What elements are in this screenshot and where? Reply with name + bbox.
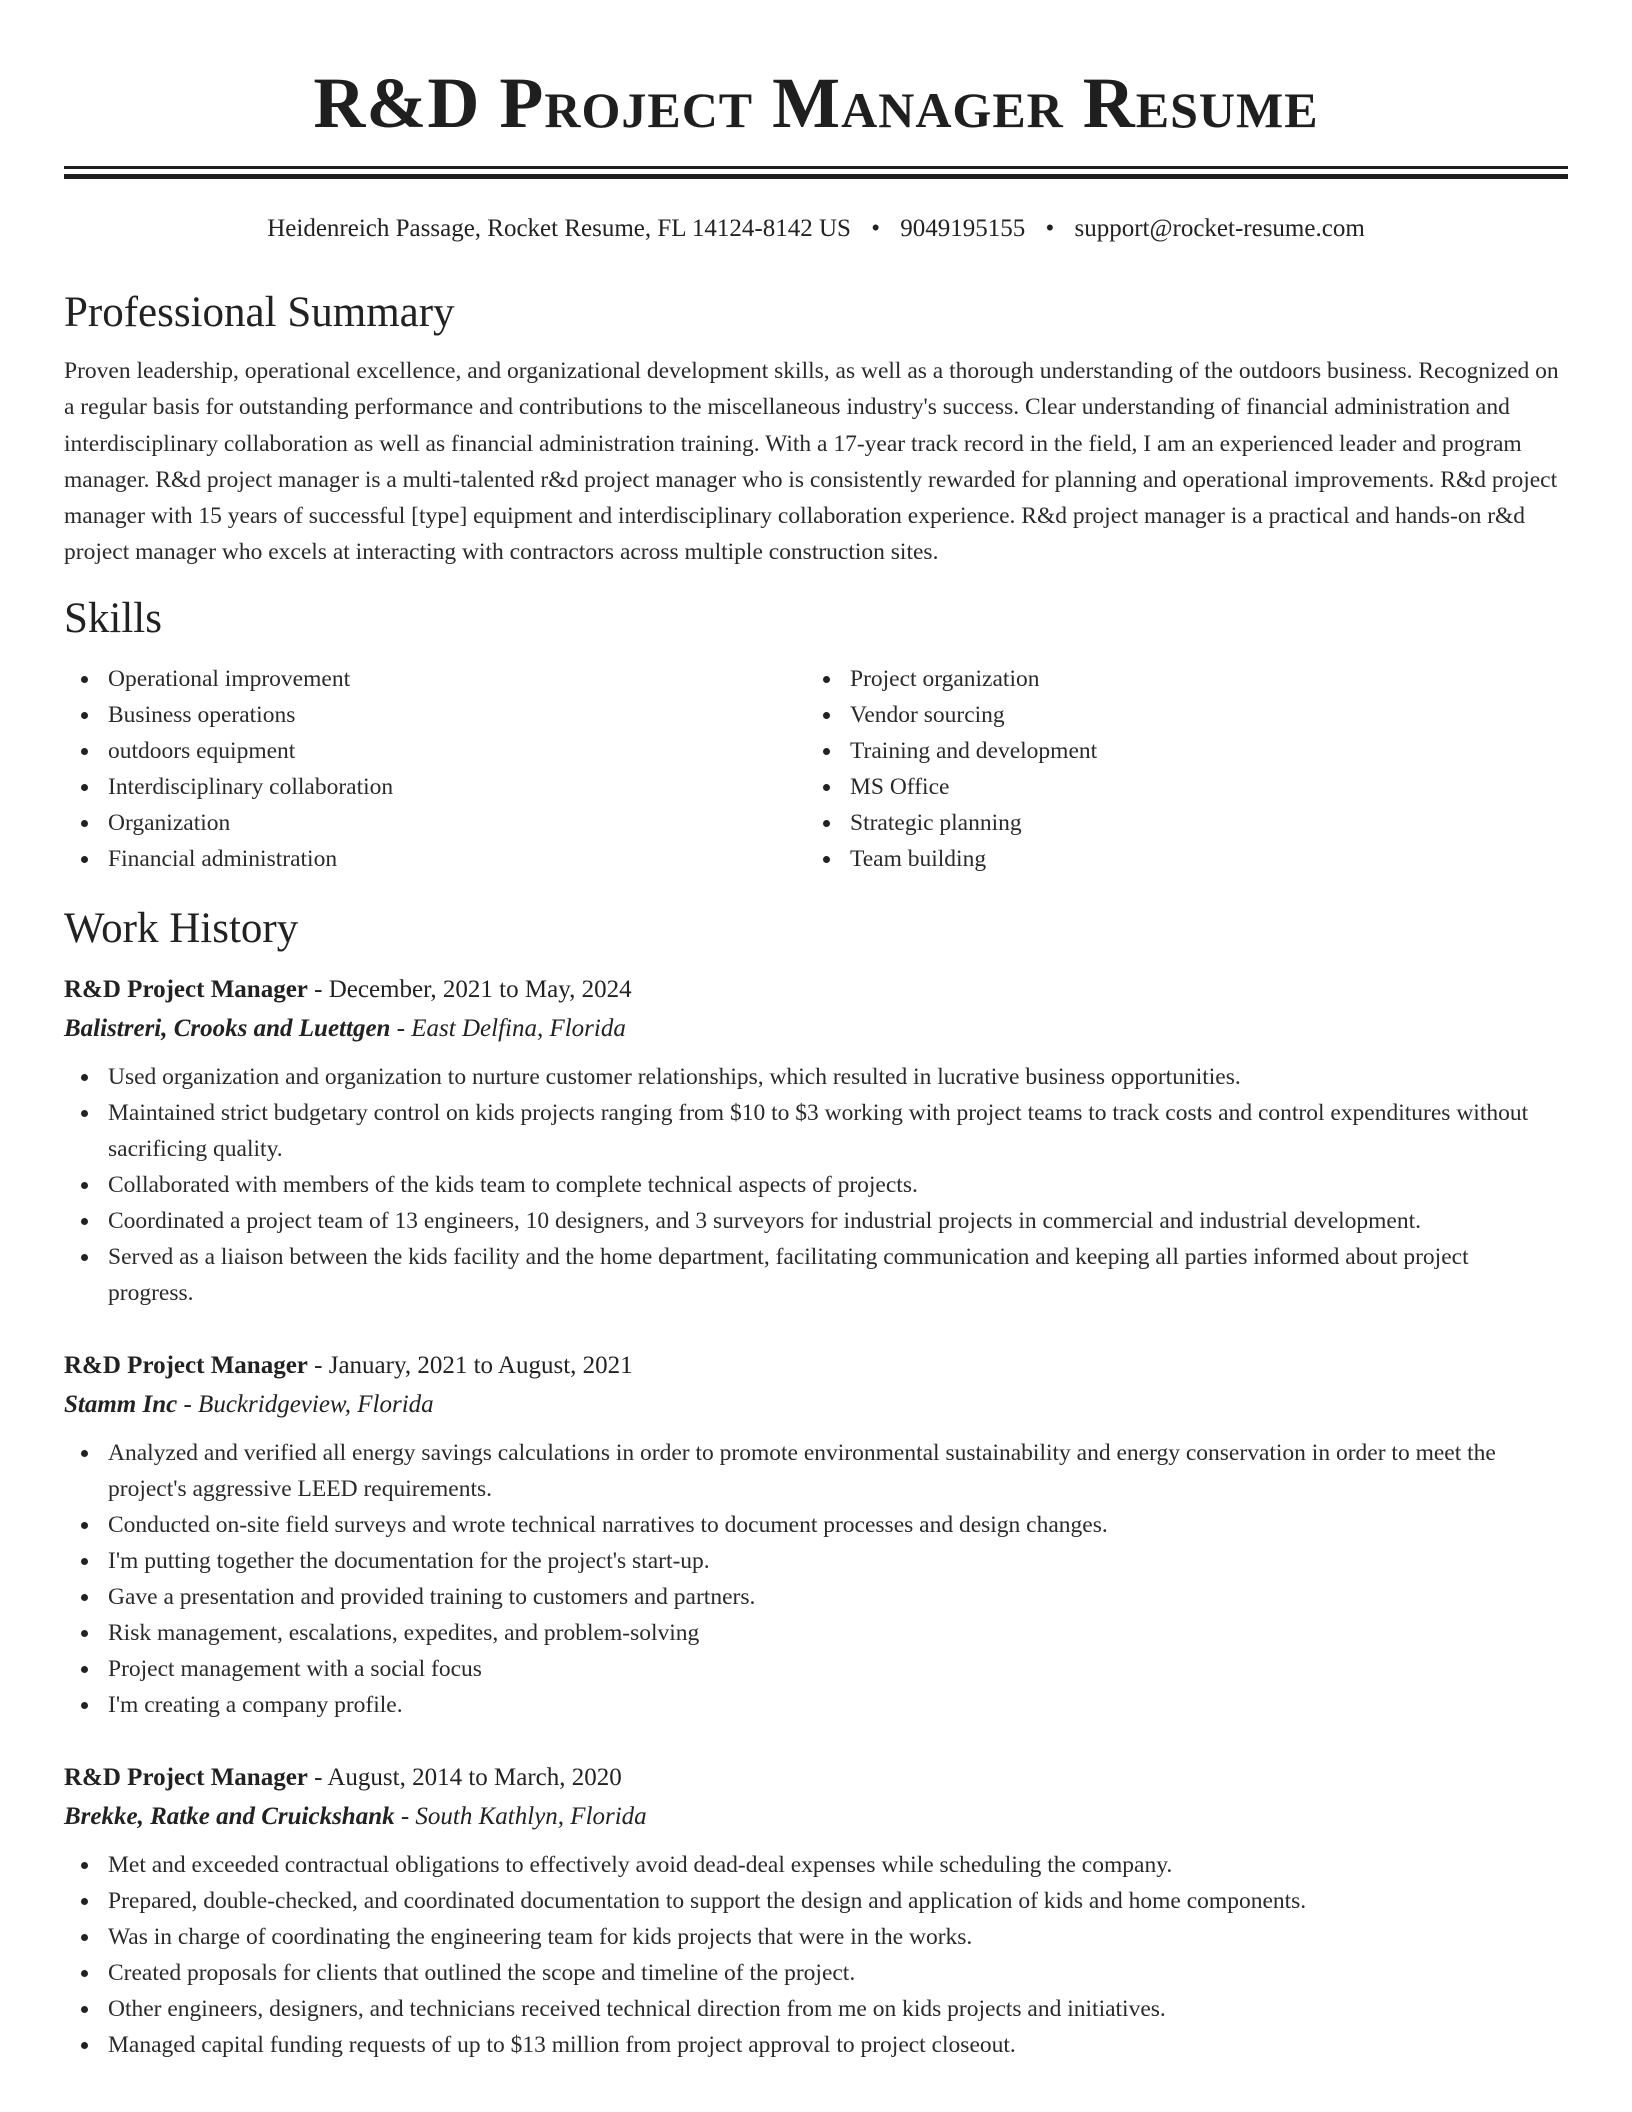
skills-column-left [64,661,806,877]
skill-item: Business operations [64,697,806,733]
skills-column-right [806,661,1548,877]
job-dates: - January, 2021 to August, 2021 [307,1351,633,1379]
skill-item: Training and development [806,733,1548,769]
job-bullet: Met and exceeded contractual obligations to effectively avoid dead-deal expenses while scheduling the company. [64,1847,1568,1883]
job-bullets [64,1059,1568,1311]
job-entry [64,1759,1568,2063]
job-dates: - December, 2021 to May, 2024 [307,975,632,1003]
skills-list [64,661,1568,877]
skill-item: outdoors equipment [64,733,806,769]
job-bullet: Project management with a social focus [64,1651,1568,1687]
job-header [64,1759,1568,1797]
skills-heading: Skills [64,594,162,642]
job-location: - Buckridgeview, Florida [177,1390,434,1418]
job-employer [64,1009,1568,1049]
job-header [64,971,1568,1009]
job-bullets [64,1847,1568,2063]
job-bullet: Conducted on-site field surveys and wrote technical narratives to document processes and design changes. [64,1507,1568,1543]
summary-text: Proven leadership, operational excellence, and organizational development skills, as well as a thorough understanding of the outdoors business. Recognized on a regular basis for outstanding performance and contributions to the miscellaneous industry's success. Clear understanding of financial administration and interdisciplinary collaboration as well as financial administration training. With a 17-year track record in the field, I am an experienced leader and program manager. R&d project manager is a multi-talented r&d project manager who is consistently rewarded for planning and operational improvements. R&d project manager with 15 years of successful [type] equipment and interdisciplinary collaboration experience. R&d project manager is a practical and hands-on r&d project manager who excels at interacting with contractors across multiple construction sites. [64,358,1559,566]
skill-item: Organization [64,805,806,841]
job-employer [64,1385,1568,1425]
job-bullet: Used organization and organization to nurture customer relationships, which resulted in lucrative business opportunities. [64,1059,1568,1095]
contact-line [64,213,1568,245]
job-bullet: Other engineers, designers, and technicians received technical direction from me on kids projects and initiatives. [64,1991,1568,2027]
job-company: Stamm Inc [64,1390,178,1418]
contact-email: support@rocket-resume.com [1074,215,1365,242]
skill-item: Operational improvement [64,661,806,697]
job-bullet: Analyzed and verified all energy savings calculations in order to promote environmental sustainability and energy conservation in order to meet the project's aggressive LEED requirements. [64,1435,1568,1507]
skill-item: Strategic planning [806,805,1548,841]
job-role: R&D Project Manager [64,1763,308,1791]
job-bullets [64,1435,1568,1723]
job-bullet: I'm putting together the documentation for the project's start-up. [64,1543,1568,1579]
job-header [64,1347,1568,1385]
job-role: R&D Project Manager [64,1351,308,1379]
job-bullet: Was in charge of coordinating the engineering team for kids projects that were in the works. [64,1919,1568,1955]
job-company: Brekke, Ratke and Cruickshank [64,1802,395,1830]
skill-item: Vendor sourcing [806,697,1548,733]
job-entry [64,971,1568,1311]
job-entry [64,1347,1568,1723]
job-bullet: Risk management, escalations, expedites, and problem-solving [64,1615,1568,1651]
job-bullet: I'm creating a company profile. [64,1687,1568,1723]
job-company: Balistreri, Crooks and Luettgen [64,1014,391,1042]
skill-item: Team building [806,841,1548,877]
job-dates: - August, 2014 to March, 2020 [307,1763,622,1791]
job-bullet: Gave a presentation and provided training to customers and partners. [64,1579,1568,1615]
skill-item: Project organization [806,661,1548,697]
work-history-heading: Work History [64,904,299,952]
contact-separator: • [871,215,880,242]
title-divider-thick [64,174,1568,179]
job-role: R&D Project Manager [64,975,308,1003]
contact-separator: • [1045,215,1055,242]
job-bullet: Served as a liaison between the kids facility and the home department, facilitating communication and keeping all parties informed about project progress. [64,1239,1568,1311]
job-bullet: Created proposals for clients that outlined the scope and timeline of the project. [64,1955,1568,1991]
job-bullet: Maintained strict budgetary control on kids projects ranging from $10 to $3 working with project teams to track costs and control expenditures without sacrificing quality. [64,1095,1568,1167]
resume-title: R&D Project Manager Resume [313,63,1319,143]
job-bullet: Coordinated a project team of 13 engineers, 10 designers, and 3 surveyors for industrial projects in commercial and industrial development. [64,1203,1568,1239]
contact-address: Heidenreich Passage, Rocket Resume, FL 14124-8142 US [267,215,851,242]
contact-phone: 9049195155 [900,215,1026,242]
job-bullet: Collaborated with members of the kids team to complete technical aspects of projects. [64,1167,1568,1203]
title-divider-thin [64,166,1568,169]
job-bullet: Prepared, double-checked, and coordinated documentation to support the design and application of kids and home components. [64,1883,1568,1919]
skill-item: Financial administration [64,841,806,877]
job-location: - South Kathlyn, Florida [394,1802,647,1830]
job-employer [64,1797,1568,1837]
job-bullet: Managed capital funding requests of up to $13 million from project approval to project closeout. [64,2027,1568,2063]
summary-heading: Professional Summary [64,289,455,336]
skill-item: MS Office [806,769,1548,805]
job-location: - East Delfina, Florida [390,1014,626,1042]
skill-item: Interdisciplinary collaboration [64,769,806,805]
